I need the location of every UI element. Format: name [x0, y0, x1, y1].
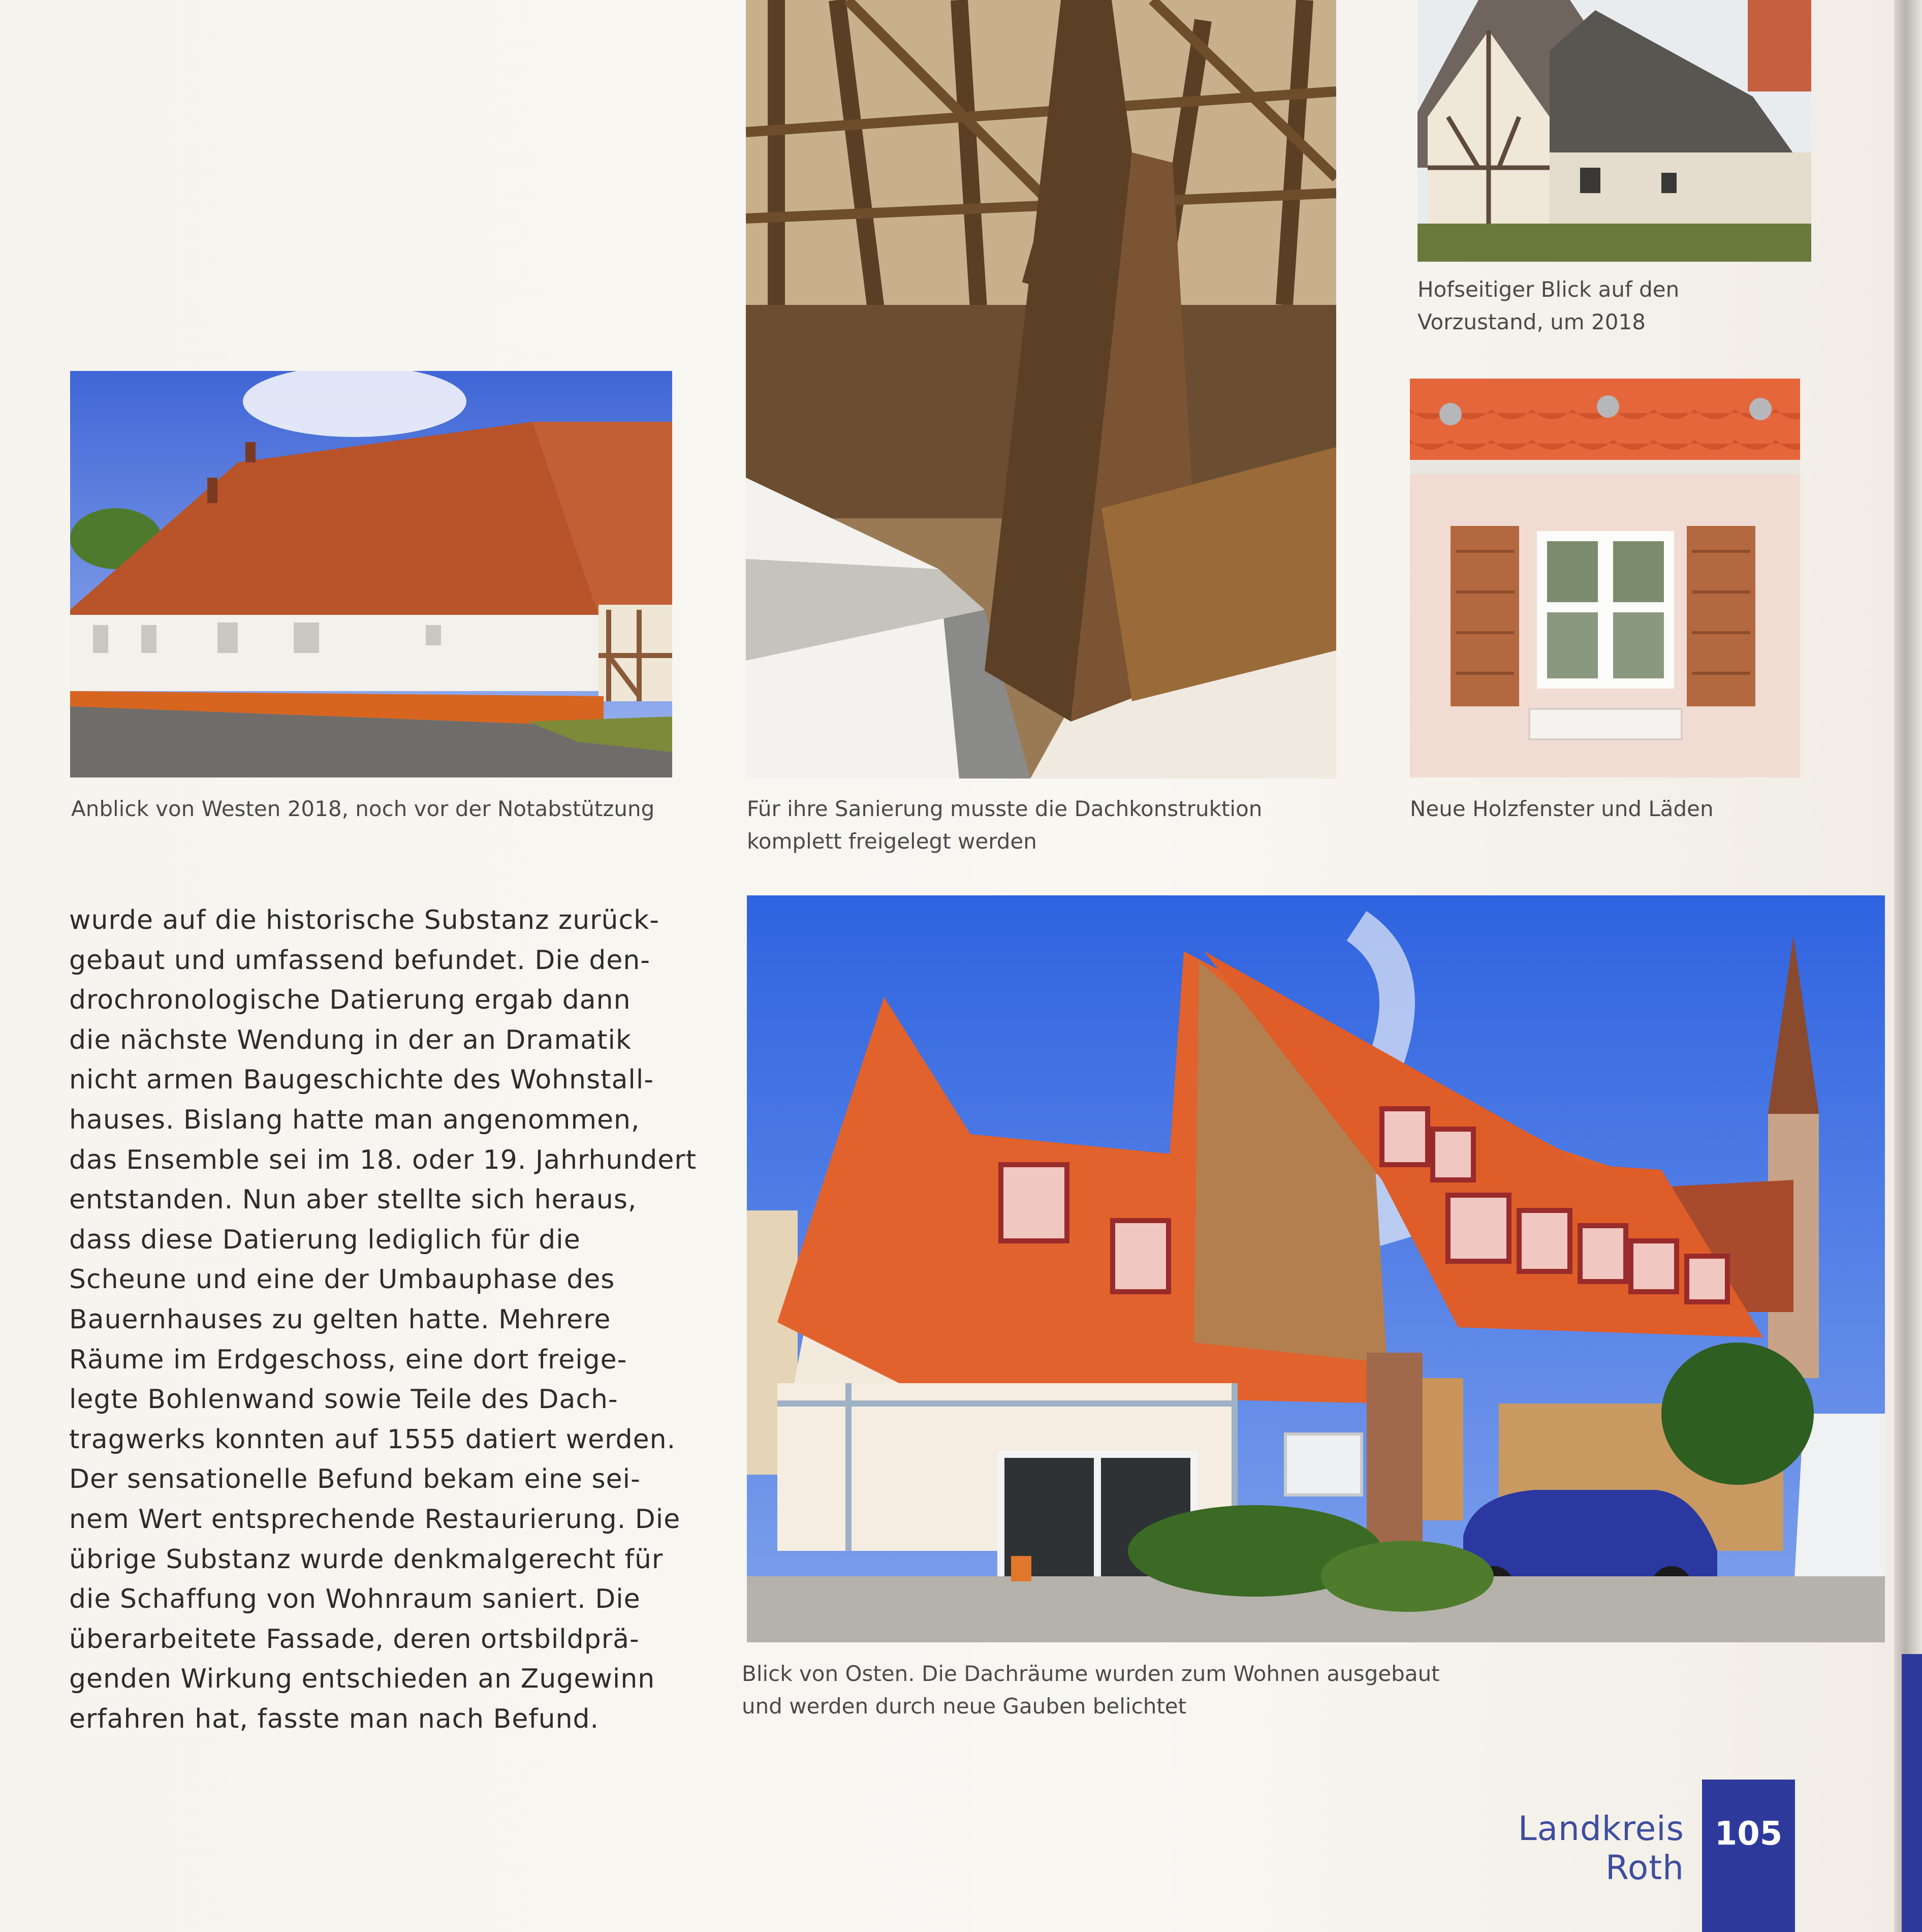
body-line: hauses. Bislang hatte man angenommen, [69, 1104, 640, 1135]
body-line: die Schaffung von Wohnraum saniert. Die [69, 1584, 641, 1615]
body-line: Scheune und eine der Umbauphase des [69, 1264, 615, 1295]
caption-courtyard-view: Hofseitiger Blick auf den Vorzustand, um 2018 [1417, 277, 1680, 334]
body-line: Räume im Erdgeschoss, eine dort freige- [69, 1344, 627, 1375]
page-edge [1894, 0, 1922, 1932]
body-line: legte Bohlenwand sowie Teile des Dach- [69, 1384, 618, 1415]
body-line: übrige Substanz wurde denkmalgerecht für [69, 1544, 664, 1575]
edge-accent-strip [1902, 1654, 1922, 1932]
caption-roof-structure: Für ihre Sanierung musste die Dachkonstruktion komplett freigelegt werden [747, 796, 1263, 854]
body-line: wurde auf die historische Substanz zurück- [69, 905, 659, 936]
body-line: erfahren hat, fasste man nach Befund. [69, 1703, 600, 1734]
body-line: überarbeitete Fassade, deren ortsbildprä- [69, 1624, 640, 1655]
body-text [69, 900, 697, 1739]
body-line: drochronologische Datierung ergab dann [69, 985, 631, 1016]
photo-roof-structure [746, 0, 1336, 778]
body-line: gebaut und umfassend befundet. Die den- [69, 945, 651, 976]
body-line: die nächste Wendung in der an Dramatik [69, 1024, 632, 1055]
photo-windows [1410, 379, 1800, 777]
body-line: Bauernhauses zu gelten hatte. Mehrere [69, 1304, 611, 1335]
caption-windows: Neue Holzfenster und Läden [1410, 796, 1714, 821]
caption-east-view: Blick von Osten. Die Dachräume wurden zum Wohnen ausgebaut und werden durch neue Gauben belichtet [742, 1661, 1440, 1719]
body-line: dass diese Datierung lediglich für die [69, 1224, 581, 1255]
body-line: nicht armen Baugeschichte des Wohnstall- [69, 1065, 654, 1096]
body-line: das Ensemble sei im 18. oder 19. Jahrhundert [69, 1144, 697, 1175]
body-line: Der sensationelle Befund bekam eine sei- [69, 1464, 641, 1495]
photo-west-view [70, 371, 672, 777]
body-line: nem Wert entsprechende Restaurierung. Die [69, 1504, 681, 1535]
photo-courtyard-view [1417, 0, 1811, 262]
body-line: genden Wirkung entschieden an Zugewinn [69, 1664, 655, 1695]
body-line: entstanden. Nun aber stellte sich heraus, [69, 1185, 637, 1216]
body-line: tragwerks konnten auf 1555 datiert werden. [69, 1424, 676, 1455]
page-number-box [1702, 1780, 1795, 1932]
page-number: 105 [1714, 1815, 1783, 1853]
footer-brand: Landkreis Roth [1518, 1809, 1684, 1887]
caption-west-view: Anblick von Westen 2018, noch vor der Notabstützung [71, 796, 655, 821]
photo-east-view [747, 895, 1885, 1642]
